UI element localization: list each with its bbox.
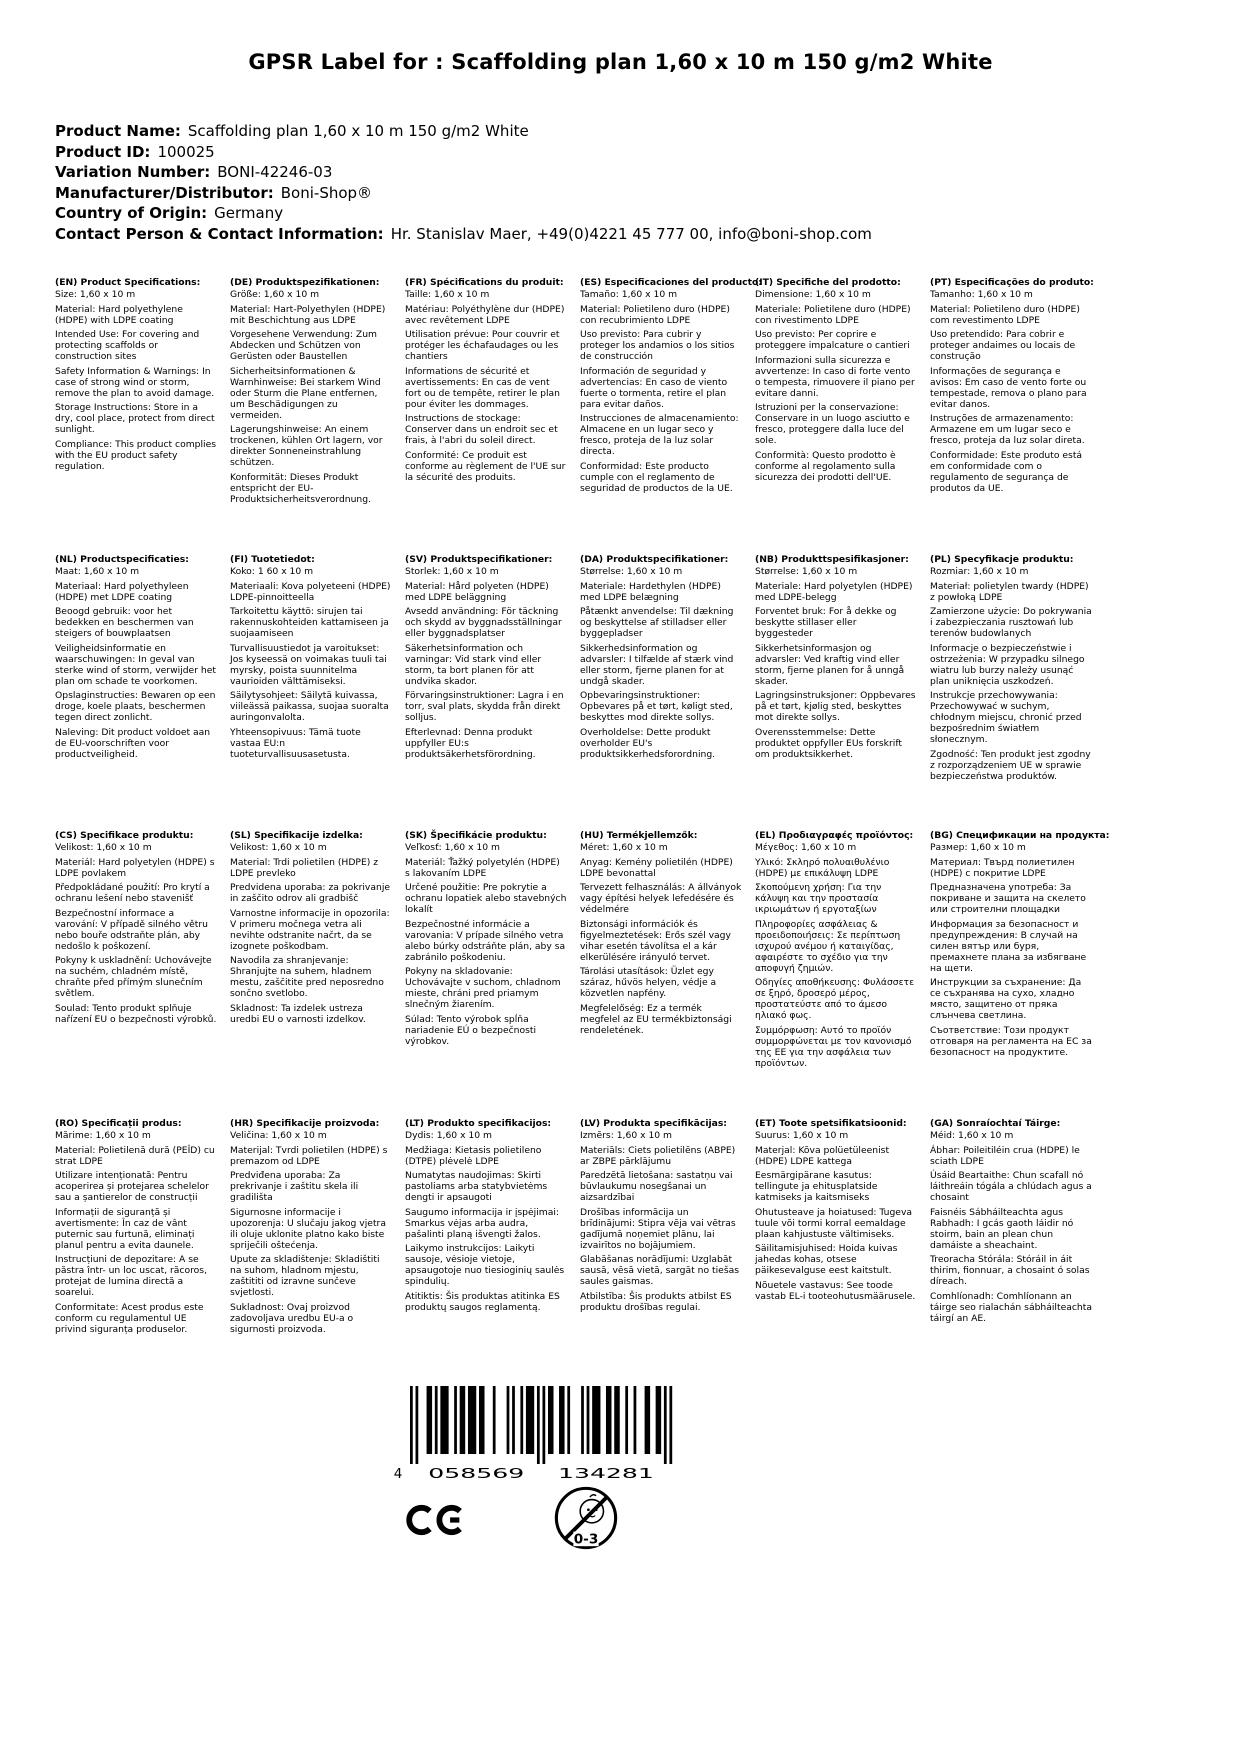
ean13-barcode-svg	[392, 1386, 676, 1482]
spec-paragraph: Materiaali: Kova polyeteeni (HDPE) LDPE-pinnoitteella	[230, 580, 391, 603]
spec-block-header: (NB) Produkttspesifikasjoner:	[755, 554, 909, 565]
spec-block-header: (LT) Produkto specifikacijos:	[405, 1118, 552, 1129]
spec-paragraph: Material: Trdi polietilen (HDPE) z LDPE prevleko	[230, 856, 379, 879]
spec-block-header: (ES) Especificaciones del producto:	[580, 277, 762, 288]
spec-block-et	[755, 1118, 930, 1338]
spec-paragraph: Materiale: Hardethylen (HDPE) med LDPE belægning	[580, 580, 721, 603]
spec-paragraph: Yhteensopivuus: Tämä tuote vastaa EU:n tuoteturvallisuusasetusta.	[230, 726, 361, 760]
spec-paragraph: Uso previsto: Para cubrir y proteger los andamios o los sitios de construcción	[580, 329, 735, 362]
spec-block-sv	[405, 554, 580, 830]
spec-paragraph: Συμμόρφωση: Αυτό το προϊόν συμμορφώνεται με τον κανονισμό της ΕΕ για την ασφάλεια των προϊόντων.	[755, 1024, 912, 1069]
spec-paragraph: Informazioni sulla sicurezza e avvertenze: In caso di forte vento o tempesta, rimuovere il piano per evitare danni.	[755, 354, 915, 399]
spec-paragraph: Efterlevnad: Denna produkt uppfyller EU:s produktsäkerhetsförordning.	[405, 726, 536, 760]
spec-paragraph: Veľkosť: 1,60 x 10 m	[405, 842, 500, 853]
spec-paragraph: Sicherheitsinformationen & Warnhinweise: Bei starkem Wind oder Sturm die Plane entfernen, um Beschädigungen zu vermeiden.	[230, 365, 381, 421]
spec-block-header: (DE) Produktspezifikationen:	[230, 277, 380, 288]
spec-paragraph: Informații de siguranță și avertismente: În caz de vânt puternic sau furtună, eliminați planul pentru a evita daunele.	[55, 1206, 195, 1251]
spec-paragraph: Úsáid Beartaithe: Chun scafall nó láithreáin tógála a chlúdach agus a chosaint	[930, 1170, 1092, 1203]
spec-paragraph: Uso previsto: Per coprire e proteggere impalcature o cantieri	[755, 329, 910, 351]
product-info-value: BONI-42246-03	[217, 163, 333, 182]
spec-paragraph: Konformität: Dieses Produkt entspricht der EU-Produktsicherheitsverordnung.	[230, 471, 372, 505]
spec-block-hu	[580, 830, 755, 1118]
spec-paragraph: Matériau: Polyéthylène dur (HDPE) avec revêtement LDPE	[405, 303, 565, 326]
spec-block-header: (RO) Specificații produs:	[55, 1118, 182, 1129]
spec-paragraph: Velikost: 1,60 x 10 m	[230, 842, 327, 853]
spec-paragraph: Materiał: polietylen twardy (HDPE) z powłoką LDPE	[930, 580, 1089, 603]
spec-paragraph: Uso pretendido: Para cobrir e proteger andaimes ou locais de construção	[930, 329, 1076, 362]
spec-paragraph: Predvidena uporaba: za pokrivanje in zaščito odrov ali gradbišč	[230, 882, 391, 904]
spec-paragraph: Faisnéis Sábháilteachta agus Rabhadh: I gcás gaoth láidir nó stoirm, bain an plean chun damáiste a sheachaint.	[930, 1206, 1074, 1251]
product-info-row	[55, 224, 1155, 245]
product-info-row	[55, 183, 1155, 204]
spec-paragraph: Paredzētā lietošana: sastatņu vai būvlaukumu nosegšanai un aizsardzībai	[580, 1170, 733, 1203]
spec-paragraph: Overholdelse: Dette produkt overholder EU's produktsikkerhedsforordning.	[580, 726, 716, 760]
spec-paragraph: Instrucțiuni de depozitare: A se păstra într- un loc uscat, răcoros, protejat de lumina directă a soarelui.	[55, 1254, 208, 1298]
spec-paragraph: Utilisation prévue: Pour couvrir et protéger les échafaudages ou les chantiers	[405, 329, 560, 362]
spec-paragraph: Eesmärgipärane kasutus: tellingute ja ehitusplatside katmiseks ja kaitsmiseks	[755, 1170, 878, 1203]
spec-paragraph: Instructions de stockage: Conserver dans un endroit sec et frais, à l'abri du soleil direct.	[405, 413, 558, 446]
spec-paragraph: Dydis: 1,60 x 10 m	[405, 1130, 492, 1141]
spec-paragraph: Påtænkt anvendelse: Til dækning og beskyttelse af stilladser eller byggepladser	[580, 606, 734, 639]
page-title: GPSR Label for : Scaffolding plan 1,60 x 10 m 150 g/m2 White	[248, 50, 993, 74]
spec-paragraph: Förvaringsinstruktioner: Lagra i en torr, sval plats, skydda från direkt solljus.	[405, 690, 564, 723]
spec-paragraph: Materiale: Hard polyetylen (HDPE) med LDPE-belegg	[755, 580, 913, 603]
spec-paragraph: Materiál: Ťažký polyetylén (HDPE) s lakovaním LDPE	[405, 856, 560, 879]
product-info-row	[55, 142, 1155, 163]
spec-paragraph: Material: Hard polyethylene (HDPE) with LDPE coating	[55, 303, 183, 326]
spec-paragraph: Μέγεθος: 1,60 x 10 m	[755, 842, 857, 853]
spec-block-lv	[580, 1118, 755, 1338]
product-info-label: Product ID:	[55, 142, 151, 161]
spec-block-header: (HU) Termékjellemzők:	[580, 830, 698, 841]
spec-block-da	[580, 554, 755, 830]
age-warning-0-3-icon	[552, 1484, 620, 1552]
spec-paragraph: Turvallisuustiedot ja varoitukset: Jos kyseessä on voimakas tuuli tai myrsky, poista suunnitelma vaurioiden välttämiseksi.	[230, 642, 387, 687]
spec-paragraph: Opbevaringsinstruktioner: Opbevares på et tørt, køligt sted, beskyttes mod direkte sollys.	[580, 690, 733, 723]
spec-paragraph: Varnostne informacije in opozorila: V primeru močnega vetra ali nevihte odstranite načrt, da se izognete poškodbam.	[230, 907, 390, 952]
product-info-section	[55, 121, 1155, 245]
spec-paragraph: Zgodność: Ten produkt jest zgodny z rozporządzeniem UE w sprawie bezpieczeństwa produktów.	[930, 748, 1091, 782]
spec-paragraph: Méid: 1,60 x 10 m	[930, 1130, 1014, 1141]
spec-block-sl	[230, 830, 405, 1118]
spec-paragraph: Material: Polietileno duro (HDPE) con recubrimiento LDPE	[580, 303, 730, 326]
spec-paragraph: Predviđena uporaba: Za prekrivanje i zaštitu skela ili gradilišta	[230, 1170, 359, 1203]
spec-paragraph: Informations de sécurité et avertissements: En cas de vent fort ou de tempête, retirer le plan pour éviter les dommages.	[405, 365, 560, 410]
spec-paragraph: Sukladnost: Ovaj proizvod zadovoljava uredbu EU-a o sigurnosti proizvoda.	[230, 1301, 354, 1335]
barcode-digits-right: 134281	[557, 1466, 654, 1482]
spec-paragraph: Súlad: Tento výrobok spĺňa nariadenie EÚ o bezpečnosti výrobkov.	[405, 1013, 537, 1047]
age-warning-label: 0-3	[573, 1531, 599, 1548]
spec-paragraph: Säilitamisjuhised: Hoida kuivas jahedas kohas, otsese päikesevalguse eest kaitstult.	[755, 1243, 898, 1276]
spec-block-header: (SK) Špecifikácie produktu:	[405, 830, 547, 841]
spec-block-pt	[930, 277, 1105, 554]
spec-block-ga	[930, 1118, 1105, 1338]
spec-paragraph: Tamanho: 1,60 x 10 m	[930, 289, 1033, 300]
spec-block-header: (EN) Product Specifications:	[55, 277, 201, 288]
language-specs-grid	[55, 277, 1115, 1338]
product-info-row	[55, 121, 1155, 142]
ce-mark-icon	[406, 1493, 464, 1547]
spec-block-de	[230, 277, 405, 554]
spec-block-bg	[930, 830, 1110, 1118]
spec-paragraph: Säkerhetsinformation och varningar: Vid stark vind eller storm, ta bort planen för att undvika skador.	[405, 642, 542, 687]
spec-paragraph: Σκοπούμενη χρήση: Για την κάλυψη και την προστασία ικριωμάτων ή εργοταξίων	[755, 882, 882, 915]
spec-paragraph: Laikymo instrukcijos: Laikyti sausoje, vėsioje vietoje, apsaugotoje nuo tiesioginių saulės spindulių.	[405, 1243, 565, 1287]
spec-paragraph: Съответствие: Този продукт отговаря на регламента на ЕС за безопасност на продуктите.	[930, 1024, 1092, 1058]
spec-block-header: (EL) Προδιαγραφές προϊόντος:	[755, 830, 914, 841]
spec-block-nb	[755, 554, 930, 830]
spec-block-hr	[230, 1118, 405, 1338]
spec-paragraph: Určené použitie: Pre pokrytie a ochranu lopatiek alebo stavebných lokalít	[405, 882, 567, 915]
spec-paragraph: Navodila za shranjevanje: Shranjujte na suhem, hladnem mestu, zaščitite pred neposredno sončno svetlobo.	[230, 955, 384, 999]
spec-paragraph: Materiál: Hard polyetylen (HDPE) s LDPE povlakem	[55, 856, 215, 879]
spec-paragraph: Biztonsági információk és figyelmeztetések: Erős szél vagy vihar esetén távolítsa el a kár elkerülésére irányuló tervet.	[580, 918, 731, 963]
spec-paragraph: Conformité: Ce produit est conforme au règlement de l'UE sur la sécurité des produits.	[405, 449, 566, 483]
spec-paragraph: Anyag: Kemény polietilén (HDPE) LDPE bevonattal	[580, 856, 733, 879]
product-info-label: Country of Origin:	[55, 204, 208, 223]
product-info-label: Manufacturer/Distributor:	[55, 183, 274, 202]
spec-block-ro	[55, 1118, 230, 1338]
product-info-value: Scaffolding plan 1,60 x 10 m 150 g/m2 White	[187, 122, 529, 140]
spec-block-header: (PT) Especificações do produto:	[930, 277, 1094, 288]
spec-paragraph: Tarkoitettu käyttö: sirujen tai rakennuskohteiden kattamiseen ja suojaamiseen	[230, 606, 389, 639]
product-info-value: Germany	[214, 204, 284, 223]
product-info-row	[55, 162, 1155, 183]
spec-block-header: (FR) Spécifications du produit:	[405, 277, 564, 288]
spec-block-header: (HR) Specifikacije proizvoda:	[230, 1118, 380, 1129]
spec-paragraph: Atbilstība: Šis produkts atbilst ES produktu drošības regulai.	[580, 1290, 732, 1313]
spec-block-header: (PL) Specyfikacje produktu:	[930, 554, 1074, 565]
spec-paragraph: Instrucciones de almacenamiento: Almacene en un lugar seco y fresco, proteja de la luz solar directa.	[580, 413, 739, 457]
spec-paragraph: Bezpečnostní informace a varování: V případě silného větru nebo bouře odstraňte plán, aby nedošlo k poškození.	[55, 907, 208, 952]
spec-block-header: (BG) Спецификации на продукта:	[930, 830, 1110, 841]
spec-paragraph: Upute za skladištenje: Skladištiti na suhom, hladnom mjestu, zaštititi od izravne sunčeve svjetlosti.	[230, 1254, 380, 1298]
spec-paragraph: Rozmiar: 1,60 x 10 m	[930, 566, 1029, 577]
spec-paragraph: Zamierzone użycie: Do pokrywania i zabezpieczania rusztowań lub terenów budowlanych	[930, 606, 1092, 639]
spec-paragraph: Izmērs: 1,60 x 10 m	[580, 1130, 673, 1141]
spec-paragraph: Materiale: Polietilene duro (HDPE) con rivestimento LDPE	[755, 303, 911, 326]
spec-paragraph: Lagringsinstruksjoner: Oppbevares på et tørt, kjølig sted, beskyttes mot direkte sollys.	[755, 690, 916, 723]
spec-paragraph: Ábhar: Poileitiléin crua (HDPE) le sciath LDPE	[930, 1144, 1080, 1167]
spec-paragraph: Ohutusteave ja hoiatused: Tugeva tuule või tormi korral eemaldage plaan kahjustuste vältimiseks.	[755, 1206, 913, 1240]
spec-paragraph: Materiaal: Hard polyethyleen (HDPE) met LDPE coating	[55, 580, 189, 603]
spec-paragraph: Overensstemmelse: Dette produktet oppfyller EUs forskrift om produktsikkerhet.	[755, 726, 903, 760]
spec-paragraph: Pokyny k uskladnění: Uchovávejte na suchém, chladném místě, chraňte před přímým slunečním světlem.	[55, 955, 212, 999]
spec-paragraph: Compliance: This product complies with the EU product safety regulation.	[55, 438, 217, 472]
spec-block-sk	[405, 830, 580, 1118]
barcode-digit-first: 4	[393, 1466, 403, 1482]
product-info-label: Contact Person & Contact Information:	[55, 224, 384, 243]
spec-paragraph: Информация за безопасност и предупреждения: В случай на силен вятър или буря, премахнете плана за избягване на щети.	[930, 918, 1087, 974]
spec-block-el	[755, 830, 930, 1118]
spec-paragraph: Tervezett felhasználás: A állványok vagy építési helyek lefedésére és védelmére	[580, 882, 742, 915]
spec-paragraph: Размер: 1,60 x 10 m	[930, 842, 1026, 853]
spec-paragraph: Conformidad: Este producto cumple con el reglamento de seguridad de productos de la UE.	[580, 460, 733, 494]
product-info-value: Boni-Shop®	[280, 183, 373, 202]
spec-paragraph: Medžiaga: Kietasis polietileno (DTPE) plėvelė LDPE	[405, 1144, 542, 1167]
spec-paragraph: Saugumo informacija ir įspėjimai: Smarkus vėjas arba audra, pašalinti planą išvengti žalos.	[405, 1206, 559, 1240]
spec-paragraph: Инструкции за съхранение: Да се съхранява на сухо, хладно място, защитено от пряка слънчева светлина.	[930, 977, 1082, 1021]
spec-block-header: (FI) Tuotetiedot:	[230, 554, 315, 565]
barcode-digits-left: 058569	[428, 1466, 525, 1482]
spec-paragraph: Veiligheidsinformatie en waarschuwingen: In geval van sterke wind of storm, verwijder het plan om schade te voorkomen.	[55, 642, 216, 687]
spec-paragraph: Conformità: Questo prodotto è conforme al regolamento sulla sicurezza dei prodotti dell'UE.	[755, 449, 896, 483]
spec-paragraph: Taille: 1,60 x 10 m	[405, 289, 490, 300]
spec-paragraph: Größe: 1,60 x 10 m	[230, 289, 320, 300]
spec-paragraph: Předpokládané použití: Pro krytí a ochranu lešení nebo stavenišť	[55, 882, 210, 904]
spec-paragraph: Предназначена употреба: За покриване и защита на скелето или строителни площадки	[930, 882, 1086, 915]
spec-block-nl	[55, 554, 230, 830]
spec-paragraph: Megfelelőség: Ez a termék megfelel az EU termékbiztonsági rendeletének.	[580, 1002, 732, 1036]
spec-paragraph: Soulad: Tento produkt splňuje nařízení EU o bezpečnosti výrobků.	[55, 1002, 217, 1025]
spec-paragraph: Avsedd användning: För täckning och skydd av byggnadsställningar eller byggnadsplatser	[405, 606, 562, 639]
spec-block-it	[755, 277, 930, 554]
spec-paragraph: Storage Instructions: Store in a dry, cool place, protect from direct sunlight.	[55, 402, 215, 435]
label-footer	[392, 1386, 712, 1566]
spec-block-lt	[405, 1118, 580, 1338]
spec-paragraph: Tamaño: 1,60 x 10 m	[580, 289, 678, 300]
spec-paragraph: Lagerungshinweise: An einem trockenen, kühlen Ort lagern, vor direkter Sonneneinstrahlung schützen.	[230, 424, 383, 468]
spec-paragraph: Materiāls: Ciets polietilēns (ABPE) ar ZBPE pārklājumu	[580, 1144, 736, 1167]
spec-paragraph: Suurus: 1,60 x 10 m	[755, 1130, 849, 1141]
spec-paragraph: Sikkerhedsinformation og advarsler: I tilfælde af stærk vind eller storm, fjerne planen for at undgå skader.	[580, 642, 734, 687]
product-info-value: 100025	[157, 142, 215, 161]
ean13-barcode	[392, 1386, 676, 1486]
spec-paragraph: Bezpečnostné informácie a varovania: V prípade silného vetra alebo búrky odstráňte plán, aby sa zabránilo poškodeniu.	[405, 918, 566, 963]
spec-paragraph: Материал: Твърд полиетилен (HDPE) с покритие LDPE	[930, 856, 1075, 879]
product-info-label: Variation Number:	[55, 163, 211, 182]
product-info-value: Hr. Stanislav Maer, +49(0)4221 45 777 00, info@boni-shop.com	[390, 224, 872, 243]
spec-block-fr	[405, 277, 580, 554]
spec-paragraph: Material: Hård polyeten (HDPE) med LDPE beläggning	[405, 580, 549, 603]
spec-paragraph: Skladnost: Ta izdelek ustreza uredbi EU o varnosti izdelkov.	[230, 1002, 366, 1025]
spec-paragraph: Conformidade: Este produto está em conformidade com o regulamento de segurança de produtos da UE.	[930, 449, 1083, 494]
spec-paragraph: Nõuetele vastavus: See toode vastab EL-i tooteohutusmäärusele.	[755, 1279, 916, 1302]
spec-paragraph: Comhlíonadh: Comhlíonann an táirge seo rialachán sábháilteachta táirgí an AE.	[930, 1290, 1092, 1324]
spec-paragraph: Dimensione: 1,60 x 10 m	[755, 289, 871, 300]
spec-paragraph: Naleving: Dit product voldoet aan de EU-voorschriften voor productveiligheid.	[55, 726, 211, 760]
spec-paragraph: Información de seguridad y advertencias: En caso de viento fuerte o tormenta, retire el plan para evitar daños.	[580, 365, 728, 410]
spec-paragraph: Material: Polietileno duro (HDPE) com revestimento LDPE	[930, 303, 1080, 326]
spec-paragraph: Drošības informācija un brīdinājumi: Stipra vēja vai vētras gadījumā noņemiet plānu, lai izvairītos no bojājumiem.	[580, 1206, 736, 1251]
spec-block-header: (ET) Toote spetsifikatsioonid:	[755, 1118, 907, 1129]
spec-block-header: (GA) Sonraíochtaí Táirge:	[930, 1118, 1061, 1129]
spec-block-header: (CS) Specifikace produktu:	[55, 830, 194, 841]
spec-paragraph: Υλικό: Σκληρό πολυαιθυλένιο (HDPE) με επικάλυψη LDPE	[755, 856, 890, 879]
spec-paragraph: Forventet bruk: For å dekke og beskytte stillaser eller byggesteder	[755, 606, 897, 639]
spec-block-pl	[930, 554, 1105, 830]
spec-block-en	[55, 277, 230, 554]
spec-paragraph: Utilizare intenționată: Pentru acoperirea și protejarea schelelor sau a șantierelor de construcții	[55, 1170, 209, 1203]
spec-block-fi	[230, 554, 405, 830]
spec-paragraph: Säilytysohjeet: Säilytä kuivassa, viileässä paikassa, suojaa suoralta auringonvalolta.	[230, 690, 389, 723]
spec-paragraph: Intended Use: For covering and protecting scaffolds or construction sites	[55, 329, 200, 362]
spec-paragraph: Materijal: Tvrdi polietilen (HDPE) s premazom od LDPE	[230, 1144, 388, 1167]
spec-paragraph: Opslaginstructies: Bewaren op een droge, koele plaats, beschermen tegen direct zonlicht.	[55, 690, 216, 723]
spec-paragraph: Instruções de armazenamento: Armazene em um lugar seco e fresco, proteja da luz solar direta.	[930, 413, 1085, 446]
spec-paragraph: Sigurnosne informacije i upozorenja: U slučaju jakog vjetra ili oluje uklonite platno kako biste spriječili oštećenja.	[230, 1206, 386, 1251]
spec-paragraph: Sikkerhetsinformasjon og advarsler: Ved kraftig vind eller storm, fjerne planen for å unngå skader.	[755, 642, 905, 687]
spec-paragraph: Material: Polietilenă dură (PEÎD) cu strat LDPE	[55, 1144, 215, 1167]
spec-paragraph: Atitiktis: Šis produktas atitinka ES produktų saugos reglamentą.	[405, 1290, 560, 1313]
spec-paragraph: Istruzioni per la conservazione: Conservare in un luogo asciutto e fresco, proteggere dalla luce del sole.	[755, 402, 910, 446]
spec-paragraph: Πληροφορίες ασφάλειας & προειδοποιήσεις: Σε περίπτωση ισχυρού ανέμου ή καταιγίδας, αφαιρέστε το σχέδιο για την αποφυγή ζημιών.	[755, 918, 901, 974]
spec-paragraph: Pokyny na skladovanie: Uchovávajte v suchom, chladnom mieste, chráni pred priamym slnečným žiarením.	[405, 966, 561, 1010]
spec-paragraph: Tárolási utasítások: Üzlet egy száraz, hűvös helyen, védje a közvetlen napfény.	[580, 966, 717, 999]
spec-paragraph: Méret: 1,60 x 10 m	[580, 842, 668, 853]
spec-paragraph: Velikost: 1,60 x 10 m	[55, 842, 152, 853]
spec-block-cs	[55, 830, 230, 1118]
spec-paragraph: Storlek: 1,60 x 10 m	[405, 566, 499, 577]
spec-paragraph: Οδηγίες αποθήκευσης: Φυλάσσετε σε ξηρό, δροσερό μέρος, προστατεύστε από το άμεσο ηλιακό φως.	[755, 977, 915, 1021]
spec-paragraph: Size: 1,60 x 10 m	[55, 289, 136, 300]
spec-paragraph: Informacje o bezpieczeństwie i ostrzeżenia: W przypadku silnego wiatru lub burzy należy usunąć plan uniknięcia uszkodzeń.	[930, 642, 1085, 687]
spec-paragraph: Treoracha Stórála: Stóráil in áit thirim, fionnuar, a chosaint ó solas díreach.	[930, 1254, 1090, 1287]
spec-block-header: (DA) Produktspecifikationer:	[580, 554, 729, 565]
spec-block-header: (IT) Specifiche del prodotto:	[755, 277, 901, 288]
spec-paragraph: Instrukcje przechowywania: Przechowywać w suchym, chłodnym miejscu, chronić przed bezpośrednim światłem słonecznym.	[930, 690, 1082, 745]
spec-block-header: (NL) Productspecificaties:	[55, 554, 189, 565]
spec-paragraph: Koko: 1 60 x 10 m	[230, 566, 314, 577]
spec-paragraph: Vorgesehene Verwendung: Zum Abdecken und Schützen von Gerüsten oder Baustellen	[230, 329, 377, 362]
spec-paragraph: Numatytas naudojimas: Skirti pastoliams arba statybvietėms dengti ir apsaugoti	[405, 1170, 548, 1203]
spec-paragraph: Størrelse: 1,60 x 10 m	[755, 566, 858, 577]
spec-paragraph: Beoogd gebruik: voor het bedekken en beschermen van steigers of bouwplaatsen	[55, 606, 194, 639]
spec-paragraph: Safety Information & Warnings: In case of strong wind or storm, remove the plan to avoid damage.	[55, 365, 215, 399]
spec-paragraph: Material: Hart-Polyethylen (HDPE) mit Beschichtung aus LDPE	[230, 303, 386, 326]
spec-paragraph: Maat: 1,60 x 10 m	[55, 566, 140, 577]
product-info-row	[55, 203, 1155, 224]
spec-block-header: (SV) Produktspecifikationer:	[405, 554, 553, 565]
spec-paragraph: Materjal: Kõva polüetüleenist (HDPE) LDPE kattega	[755, 1144, 890, 1167]
spec-paragraph: Informações de segurança e avisos: Em caso de vento forte ou tempestade, remova o plano para evitar danos.	[930, 365, 1087, 410]
product-info-label: Product Name:	[55, 122, 181, 140]
spec-block-es	[580, 277, 762, 554]
spec-paragraph: Conformitate: Acest produs este conform cu regulamentul UE privind siguranța produselor.	[55, 1301, 204, 1335]
spec-paragraph: Størrelse: 1,60 x 10 m	[580, 566, 683, 577]
spec-paragraph: Mărime: 1,60 x 10 m	[55, 1130, 151, 1141]
spec-paragraph: Veličina: 1,60 x 10 m	[230, 1130, 327, 1141]
spec-paragraph: Glabāšanas norādījumi: Uzglabāt sausā, vēsā vietā, sargāt no tiešas saules gaismas.	[580, 1254, 740, 1287]
spec-block-header: (SL) Specifikacije izdelka:	[230, 830, 363, 841]
spec-block-header: (LV) Produkta specifikācijas:	[580, 1118, 727, 1129]
